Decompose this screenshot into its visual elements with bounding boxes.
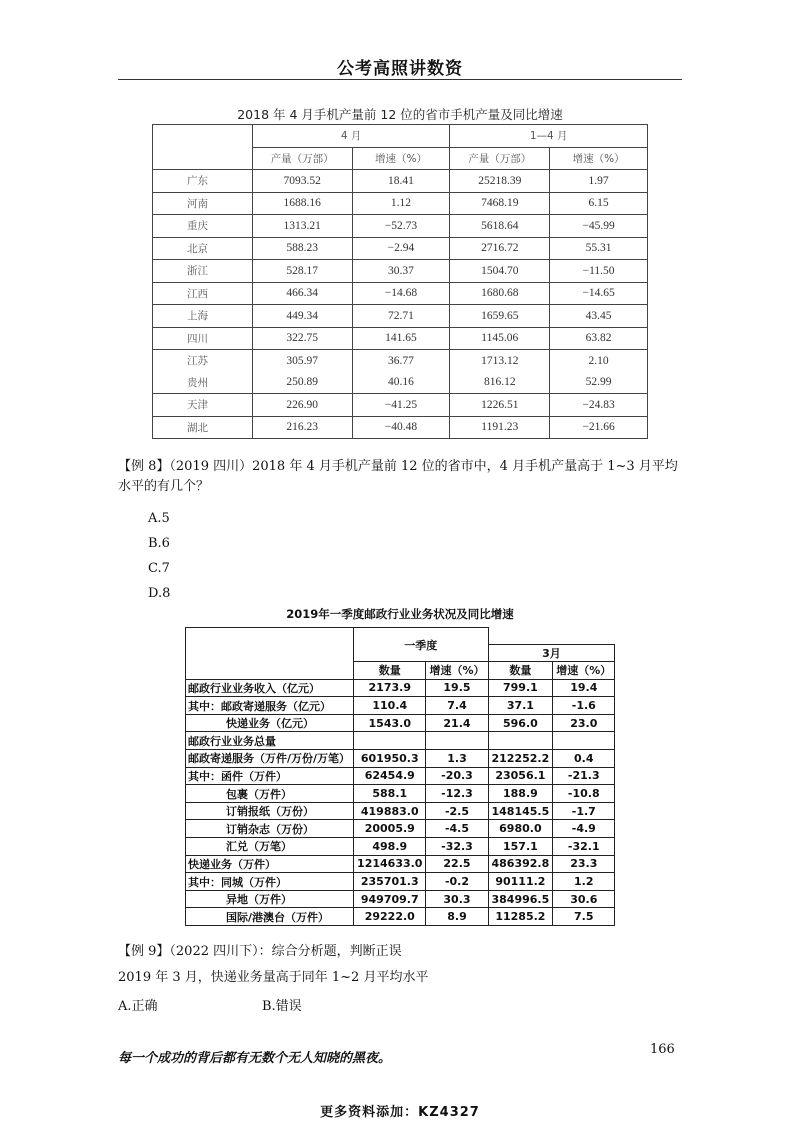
table1-row bbox=[153, 192, 648, 215]
table1-value-cell: 1191.23 bbox=[450, 416, 550, 439]
table1-value-cell: 52.99 bbox=[550, 372, 648, 394]
table2-top-row bbox=[186, 628, 615, 645]
table1-value-cell: 6.15 bbox=[550, 192, 648, 215]
table2-col-header: 数量 bbox=[354, 662, 426, 680]
table1-value-cell: −40.48 bbox=[352, 416, 450, 439]
table2-value-cell: 486392.8 bbox=[488, 855, 553, 873]
table2-value-cell bbox=[354, 732, 426, 750]
table2-value-cell: -1.6 bbox=[553, 697, 615, 715]
table1-col-header: 增速（%） bbox=[550, 147, 648, 170]
table2-column-header-row bbox=[186, 662, 615, 680]
table2-value-cell: 2173.9 bbox=[354, 679, 426, 697]
table1-value-cell: 305.97 bbox=[252, 350, 352, 372]
table1-province-cell: 广东 bbox=[153, 170, 253, 193]
table1-value-cell: 36.77 bbox=[352, 350, 450, 372]
table2-value-cell: 1214633.0 bbox=[354, 855, 426, 873]
header-divider bbox=[118, 79, 682, 80]
table2-label-cell: 订销报纸（万份） bbox=[186, 802, 354, 820]
table2-row bbox=[186, 750, 615, 768]
table2-value-cell: 23056.1 bbox=[488, 767, 553, 785]
question8-text: 【例 8】（2019 四川）2018 年 4 月手机产量前 12 位的省市中，4 月手机产量高于 1~3 月平均水平的有几个？ bbox=[118, 459, 678, 494]
table2-row bbox=[186, 767, 615, 785]
table2-row bbox=[186, 802, 615, 820]
phone-production-table bbox=[152, 124, 648, 439]
table2-value-cell: 37.1 bbox=[488, 697, 553, 715]
table1-title: 2018 年 4 月手机产量前 12 位的省市手机产量及同比增速 bbox=[237, 107, 563, 122]
table2-corner-cell bbox=[186, 628, 354, 662]
table1-province-cell: 重庆 bbox=[153, 215, 253, 238]
table2-row bbox=[186, 820, 615, 838]
table2-row bbox=[186, 890, 615, 908]
table1-value-cell: −45.99 bbox=[550, 215, 648, 238]
table1-group-jan-apr: 1—4 月 bbox=[450, 125, 648, 148]
table1-value-cell: 226.90 bbox=[252, 394, 352, 417]
table2-row bbox=[186, 855, 615, 873]
table1-province-cell: 湖北 bbox=[153, 416, 253, 439]
table2-value-cell: 62454.9 bbox=[354, 767, 426, 785]
table1-value-cell: 250.89 bbox=[252, 372, 352, 394]
table1-value-cell: 449.34 bbox=[252, 305, 352, 328]
table2-label-cell: 其中：函件（万件） bbox=[186, 767, 354, 785]
table1-value-cell: −52.73 bbox=[352, 215, 450, 238]
table2-value-cell: 30.6 bbox=[553, 890, 615, 908]
table1-province-cell: 江苏 bbox=[153, 350, 253, 372]
table2-value-cell: 498.9 bbox=[354, 838, 426, 856]
table1-value-cell: 1688.16 bbox=[252, 192, 352, 215]
question9-statement: 2019 年 3 月，快递业务量高于同年 1~2 月平均水平 bbox=[118, 970, 429, 985]
table2-value-cell: 7.5 bbox=[553, 908, 615, 926]
table1-value-cell: 2.10 bbox=[550, 350, 648, 372]
table1-row bbox=[153, 350, 648, 372]
postal-business-table bbox=[185, 627, 615, 926]
table2-value-cell: 596.0 bbox=[488, 714, 553, 732]
table2-value-cell: 11285.2 bbox=[488, 908, 553, 926]
table2-label-cell: 其中：同城（万件） bbox=[186, 873, 354, 891]
table2-value-cell: 7.4 bbox=[426, 697, 488, 715]
table2-value-cell: -32.3 bbox=[426, 838, 488, 856]
table2-value-cell: 90111.2 bbox=[488, 873, 553, 891]
table2-row bbox=[186, 714, 615, 732]
table2-row bbox=[186, 838, 615, 856]
table2-value-cell bbox=[488, 732, 553, 750]
table1-value-cell: 322.75 bbox=[252, 327, 352, 350]
question8-option-b: B.6 bbox=[148, 536, 170, 551]
table2-value-cell: -20.3 bbox=[426, 767, 488, 785]
table1-value-cell: 2716.72 bbox=[450, 237, 550, 260]
footer-motto: 每一个成功的背后都有无数个无人知晓的黑夜。 bbox=[118, 1051, 392, 1066]
table2-value-cell: 1.2 bbox=[553, 873, 615, 891]
table1-province-cell: 河南 bbox=[153, 192, 253, 215]
table1-value-cell: 1659.65 bbox=[450, 305, 550, 328]
table2-value-cell: 235701.3 bbox=[354, 873, 426, 891]
table2-value-cell: 949709.7 bbox=[354, 890, 426, 908]
question9-option-a: A.正确 bbox=[118, 999, 158, 1014]
table1-province-cell: 天津 bbox=[153, 394, 253, 417]
table1-value-cell: 43.45 bbox=[550, 305, 648, 328]
table2-value-cell bbox=[553, 732, 615, 750]
table1-value-cell: 466.34 bbox=[252, 282, 352, 305]
table1-value-cell: 1713.12 bbox=[450, 350, 550, 372]
table2-value-cell: -4.9 bbox=[553, 820, 615, 838]
table1-value-cell: 7093.52 bbox=[252, 170, 352, 193]
table2-value-cell: 23.0 bbox=[553, 714, 615, 732]
table2-value-cell: 20005.9 bbox=[354, 820, 426, 838]
table1-value-cell: 588.23 bbox=[252, 237, 352, 260]
table1-value-cell: 1504.70 bbox=[450, 260, 550, 283]
table1-row bbox=[153, 260, 648, 283]
table2-corner-cell bbox=[186, 662, 354, 680]
table2-group-march: 3月 bbox=[488, 644, 615, 662]
table1-value-cell: 25218.39 bbox=[450, 170, 550, 193]
table2-value-cell: 799.1 bbox=[488, 679, 553, 697]
table2-title: 2019年一季度邮政行业业务状况及同比增速 bbox=[286, 607, 514, 621]
table1-corner-cell bbox=[153, 125, 253, 170]
table2-row bbox=[186, 785, 615, 803]
table1-value-cell: −2.94 bbox=[352, 237, 450, 260]
table2-value-cell: 1.3 bbox=[426, 750, 488, 768]
table1-value-cell: 7468.19 bbox=[450, 192, 550, 215]
table2-value-cell: 110.4 bbox=[354, 697, 426, 715]
table2-row bbox=[186, 873, 615, 891]
table1-value-cell: 141.65 bbox=[352, 327, 450, 350]
table1-row bbox=[153, 372, 648, 394]
table2-value-cell: 19.5 bbox=[426, 679, 488, 697]
table2-value-cell: -10.8 bbox=[553, 785, 615, 803]
table2-spacer-cell bbox=[488, 628, 615, 645]
table2-row bbox=[186, 679, 615, 697]
table2-label-cell: 邮政行业业务总量 bbox=[186, 732, 354, 750]
table2-value-cell: -12.3 bbox=[426, 785, 488, 803]
table2-value-cell bbox=[426, 732, 488, 750]
table1-value-cell: 18.41 bbox=[352, 170, 450, 193]
table1-province-cell: 北京 bbox=[153, 237, 253, 260]
table2-row bbox=[186, 697, 615, 715]
table1-value-cell: 528.17 bbox=[252, 260, 352, 283]
table1-province-cell: 江西 bbox=[153, 282, 253, 305]
table1-row bbox=[153, 237, 648, 260]
question9-text: 【例 9】（2022 四川下）：综合分析题，判断正误 bbox=[118, 944, 402, 959]
table2-group-q1: 一季度 bbox=[354, 628, 488, 662]
table1-value-cell: −14.68 bbox=[352, 282, 450, 305]
table2-value-cell: 419883.0 bbox=[354, 802, 426, 820]
table2-label-cell: 汇兑（万笔） bbox=[186, 838, 354, 856]
table2-value-cell: 22.5 bbox=[426, 855, 488, 873]
table2-value-cell: 30.3 bbox=[426, 890, 488, 908]
table1-row bbox=[153, 327, 648, 350]
table1-value-cell: 30.37 bbox=[352, 260, 450, 283]
table1-row bbox=[153, 305, 648, 328]
table2-value-cell: 8.9 bbox=[426, 908, 488, 926]
table2-value-cell: 212252.2 bbox=[488, 750, 553, 768]
table1-province-cell: 四川 bbox=[153, 327, 253, 350]
table2-label-cell: 国际/港澳台（万件） bbox=[186, 908, 354, 926]
table2-value-cell: -0.2 bbox=[426, 873, 488, 891]
table2-value-cell: 188.9 bbox=[488, 785, 553, 803]
table2-value-cell: 384996.5 bbox=[488, 890, 553, 908]
table2-value-cell: 23.3 bbox=[553, 855, 615, 873]
table1-group-header-row bbox=[153, 125, 648, 148]
table2-value-cell: -32.1 bbox=[553, 838, 615, 856]
table1-value-cell: 40.16 bbox=[352, 372, 450, 394]
table1-value-cell: −41.25 bbox=[352, 394, 450, 417]
table2-value-cell: 601950.3 bbox=[354, 750, 426, 768]
table1-value-cell: 55.31 bbox=[550, 237, 648, 260]
table2-value-cell: -21.3 bbox=[553, 767, 615, 785]
table2-value-cell: 0.4 bbox=[553, 750, 615, 768]
table2-value-cell: 148145.5 bbox=[488, 802, 553, 820]
page-number: 166 bbox=[650, 1042, 675, 1057]
table1-value-cell: 63.82 bbox=[550, 327, 648, 350]
table1-col-header: 产量（万部） bbox=[252, 147, 352, 170]
table2-label-cell: 快递业务（亿元） bbox=[186, 714, 354, 732]
table2-col-header: 增速（%） bbox=[426, 662, 488, 680]
table2-value-cell: 29222.0 bbox=[354, 908, 426, 926]
table1-value-cell: 816.12 bbox=[450, 372, 550, 394]
table1-row bbox=[153, 394, 648, 417]
table1-value-cell: 1226.51 bbox=[450, 394, 550, 417]
table2-label-cell: 邮政行业业务收入（亿元） bbox=[186, 679, 354, 697]
table1-value-cell: 1.12 bbox=[352, 192, 450, 215]
table1-value-cell: −14.65 bbox=[550, 282, 648, 305]
table2-col-header: 增速（%） bbox=[553, 662, 615, 680]
table2-label-cell: 邮政寄递服务（万件/万份/万笔） bbox=[186, 750, 354, 768]
table2-value-cell: -2.5 bbox=[426, 802, 488, 820]
table1-value-cell: −11.50 bbox=[550, 260, 648, 283]
table1-value-cell: −24.83 bbox=[550, 394, 648, 417]
table1-value-cell: 1.97 bbox=[550, 170, 648, 193]
table1-value-cell: 216.23 bbox=[252, 416, 352, 439]
question9-option-b: B.错误 bbox=[262, 999, 302, 1014]
table1-col-header: 产量（万部） bbox=[450, 147, 550, 170]
table2-label-cell: 其中：邮政寄递服务（亿元） bbox=[186, 697, 354, 715]
table2-label-cell: 包裹（万件） bbox=[186, 785, 354, 803]
table2-row bbox=[186, 908, 615, 926]
table2-label-cell: 快递业务（万件） bbox=[186, 855, 354, 873]
table1-value-cell: 1680.68 bbox=[450, 282, 550, 305]
table1-value-cell: 1313.21 bbox=[252, 215, 352, 238]
question8-option-a: A.5 bbox=[148, 511, 170, 526]
table1-value-cell: 5618.64 bbox=[450, 215, 550, 238]
table2-value-cell: 157.1 bbox=[488, 838, 553, 856]
page-header-title: 公考高照讲数资 bbox=[337, 59, 463, 79]
table1-province-cell: 上海 bbox=[153, 305, 253, 328]
table1-row bbox=[153, 416, 648, 439]
table2-col-header: 数量 bbox=[488, 662, 553, 680]
table1-value-cell: 1145.06 bbox=[450, 327, 550, 350]
table1-row bbox=[153, 215, 648, 238]
table1-value-cell: −21.66 bbox=[550, 416, 648, 439]
table2-value-cell: 21.4 bbox=[426, 714, 488, 732]
table2-label-cell: 异地（万件） bbox=[186, 890, 354, 908]
table1-province-cell: 贵州 bbox=[153, 372, 253, 394]
table2-value-cell: 588.1 bbox=[354, 785, 426, 803]
table2-row bbox=[186, 732, 615, 750]
table1-province-cell: 浙江 bbox=[153, 260, 253, 283]
table1-value-cell: 72.71 bbox=[352, 305, 450, 328]
table2-value-cell: -1.7 bbox=[553, 802, 615, 820]
table2-value-cell: 19.4 bbox=[553, 679, 615, 697]
footer-contact: 更多资料添加：KZ4327 bbox=[320, 1105, 480, 1120]
table1-row bbox=[153, 282, 648, 305]
question8-option-c: C.7 bbox=[148, 561, 170, 576]
question8-option-d: D.8 bbox=[148, 586, 171, 601]
table2-value-cell: 6980.0 bbox=[488, 820, 553, 838]
table2-label-cell: 订销杂志（万份） bbox=[186, 820, 354, 838]
table1-col-header: 增速（%） bbox=[352, 147, 450, 170]
table1-group-april: 4 月 bbox=[252, 125, 450, 148]
table1-row bbox=[153, 170, 648, 193]
table2-value-cell: 1543.0 bbox=[354, 714, 426, 732]
table2-value-cell: -4.5 bbox=[426, 820, 488, 838]
